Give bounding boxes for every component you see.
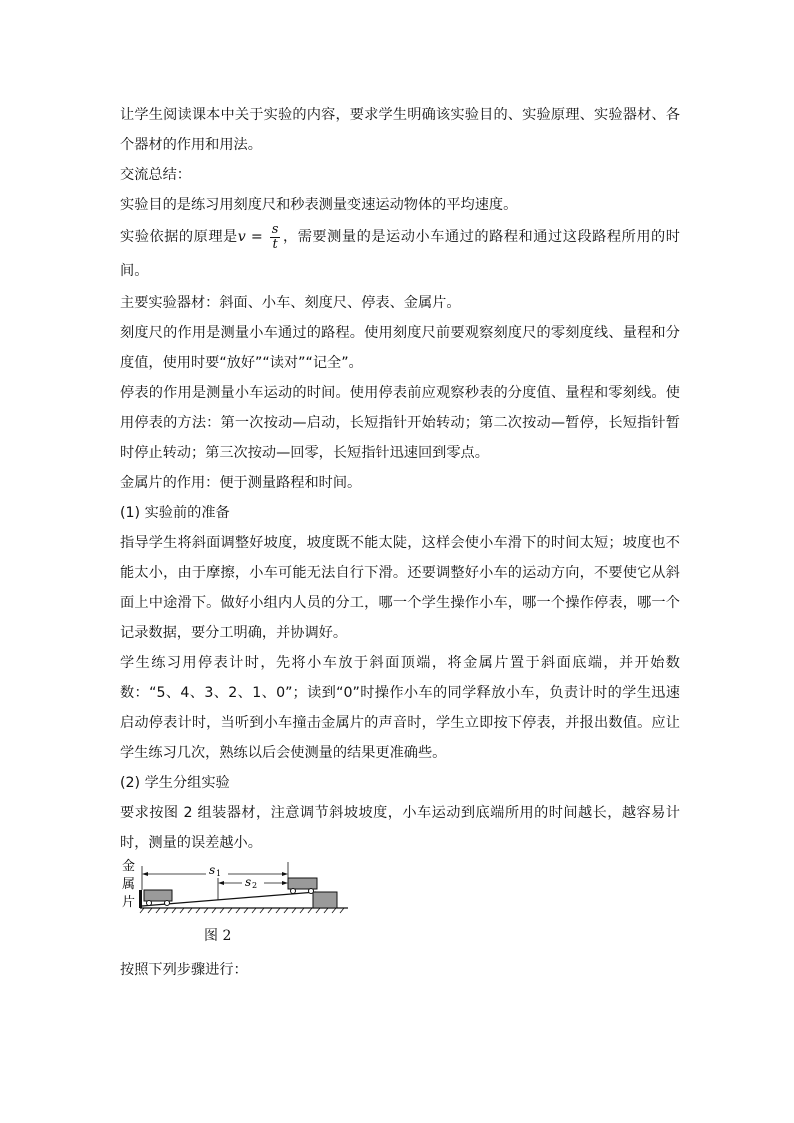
- paragraph-metal-sheet: 金属片的作用：便于测量路程和时间。: [120, 475, 362, 491]
- s2-subscript: 2: [252, 881, 258, 890]
- figure-caption: 图 2: [204, 928, 232, 944]
- cart-bottom: [144, 890, 172, 906]
- paragraph-summary-heading: 交流总结：: [120, 167, 191, 183]
- paragraph-preparation: 指导学生将斜面调整好坡度，坡度既不能太陡，这样会使小车滑下的时间太短；坡度也不能太小，由于摩擦，小车可能无法自行下滑。还要调整好小车的运动方向，不要使它从斜面上中途滑下。做好小组内人员的分工，哪一个学生操作小车，哪一个操作停表，哪一个记录数据，要分工明确，并协调好。: [120, 535, 680, 641]
- s2-arrowhead-left: [218, 881, 224, 885]
- s2-label: s: [245, 875, 252, 889]
- label-char-2: 属: [122, 877, 136, 892]
- paragraph-ruler: 刻度尺的作用是测量小车通过的路程。使用刻度尺前要观察刻度尺的零刻度线、量程和分度值，使用时要“放好”“读对”“记全”。: [120, 325, 680, 371]
- cart-top: [288, 878, 317, 894]
- steps-intro: 按照下列步骤进行：: [120, 962, 248, 978]
- paragraph-assembly: 要求按图 2 组装器材，注意调节斜坡坡度，小车运动到底端所用的时间越长，越容易计时，测量的误差越小。: [120, 805, 680, 851]
- body-text: [120, 100, 680, 858]
- paragraph-stopwatch: 停表的作用是测量小车运动的时间。使用停表前应观察秒表的分度值、量程和零刻线。使用停表的方法：第一次按动—启动，长短指针开始转动；第二次按动—暂停，长短指针暂时停止转动；第三次按动—回零，长短指针迅速回到零点。: [120, 385, 680, 461]
- metal-sheet: [139, 890, 142, 908]
- s1-subscript: 1: [216, 869, 222, 878]
- paragraph-equipment: 主要实验器材：斜面、小车、刻度尺、停表、金属片。: [120, 295, 461, 311]
- paragraph-practice: 学生练习用停表计时，先将小车放于斜面顶端，将金属片置于斜面底端，并开始数数：“5、4、3、2、1、0”；读到“0”时操作小车的同学释放小车，负责计时的学生迅速启动停表计时，当听到小车撞击金属片的声音时，学生立即按下停表，并报出数值。应让学生练习几次，熟练以后会使测量的结果更准确些。: [120, 655, 680, 761]
- support-block: [313, 892, 337, 908]
- section-heading-group-experiment: (2) 学生分组实验: [120, 775, 230, 791]
- principle-suffix: ，需要测量的是运动小车通过的路程和通过这段路程所用的时间。: [120, 229, 680, 279]
- figure-2-incline: [120, 856, 350, 918]
- label-char-1: 金: [122, 859, 136, 874]
- label-char-3: 片: [122, 895, 136, 910]
- principle-prefix: 实验依据的原理是: [120, 229, 238, 245]
- section-heading-preparation: (1) 实验前的准备: [120, 505, 230, 521]
- incline-diagram: [120, 856, 350, 918]
- ground-hatching: [140, 908, 344, 913]
- s1-label: s: [209, 863, 216, 877]
- fraction-denominator: t: [272, 236, 278, 252]
- s1-arrowhead-right: [282, 872, 288, 876]
- s2-arrowhead-right: [282, 881, 288, 885]
- principle-v: v: [237, 229, 246, 245]
- s1-arrowhead-left: [142, 872, 148, 876]
- paragraph-purpose: 实验目的是练习用刻度尺和秒表测量变速运动物体的平均速度。: [120, 197, 518, 213]
- fraction-numerator: s: [271, 221, 279, 237]
- principle-equals: =: [245, 229, 268, 245]
- principle-fraction: [270, 223, 281, 252]
- paragraph-principle: [120, 220, 680, 288]
- paragraph-intro: 让学生阅读课本中关于实验的内容，要求学生明确该实验目的、实验原理、实验器材、各个器材的作用和用法。: [120, 107, 680, 153]
